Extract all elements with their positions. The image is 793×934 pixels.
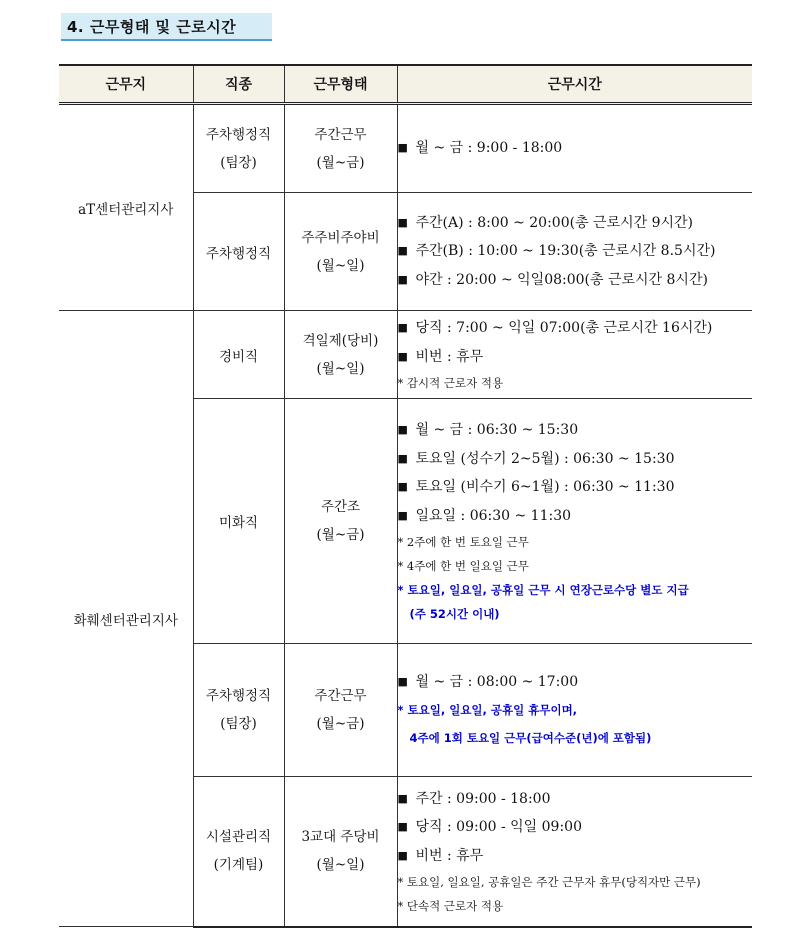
bullet-icon: ■: [397, 349, 408, 363]
bullet-icon: ■: [397, 141, 408, 155]
header-work-type: 근무형태: [284, 65, 397, 104]
header-location: 근무지: [59, 65, 193, 104]
work-type-name: 3교대 주당비: [301, 829, 380, 846]
header-work-hours: 근무시간: [397, 65, 752, 104]
hours-line: ■ 비번 : 휴무: [398, 343, 753, 372]
table-row: [59, 104, 752, 193]
bullet-icon: ■: [397, 508, 408, 522]
work-type-days: (월~금): [316, 527, 365, 543]
job-cell: [193, 104, 284, 193]
work-hours-cell: [397, 777, 752, 927]
work-type-name: 격일제(당비): [302, 332, 379, 349]
job-cell: [193, 644, 284, 777]
bullet-icon: ■: [397, 674, 408, 688]
work-type-cell: [284, 193, 397, 311]
work-hours-cell: [397, 311, 752, 399]
job-cell: [193, 777, 284, 927]
note-line: * 토요일, 일요일, 공휴일은 주간 근무자 휴무(당직자만 근무): [397, 875, 701, 889]
job-role: (팀장): [220, 154, 257, 171]
work-schedule-table: [59, 64, 752, 928]
hours-line: ■ 당직 : 7:00 ~ 익일 07:00(총 근로시간 16시간): [398, 314, 753, 343]
location-flower-center: 화훼센터관리지사: [59, 311, 193, 927]
hours-line: ■ 월 ~ 금 : 08:00 ~ 17:00: [398, 668, 753, 697]
bullet-icon: ■: [397, 848, 408, 862]
work-type-name: 주간근무: [314, 688, 367, 704]
bullet-icon: ■: [397, 272, 408, 286]
hours-line: ■ 월 ~ 금 : 9:00 - 18:00: [398, 134, 753, 163]
bullet-icon: ■: [397, 215, 408, 229]
hours-line: ■ 주간(A) : 8:00 ~ 20:00(총 근로시간 9시간): [398, 209, 753, 238]
bullet-icon: ■: [397, 423, 408, 436]
hours-line: ■ 주간(B) : 10:00 ~ 19:30(총 근로시간 8.5시간): [398, 237, 753, 266]
bullet-icon: ■: [397, 480, 408, 493]
job-name: 시설관리직: [205, 829, 272, 846]
note-line: * 단속적 근로자 적용: [397, 899, 504, 913]
hours-line: ■ 토요일 (성수기 2~5월) : 06:30 ~ 15:30: [398, 445, 753, 474]
bullet-icon: ■: [397, 451, 408, 465]
job-name: 경비직: [218, 348, 259, 365]
work-hours-cell: [397, 193, 752, 311]
bullet-icon: ■: [397, 820, 408, 833]
hours-line: ■ 당직 : 09:00 - 익일 09:00: [398, 813, 753, 842]
work-type-cell: [284, 104, 397, 193]
hours-line: ■ 일요일 : 06:30 ~ 11:30: [398, 502, 753, 531]
job-cell: [193, 193, 284, 311]
work-type-name: 주간조: [320, 499, 361, 515]
work-hours-cell: [397, 104, 752, 193]
hours-line: ■ 주간 : 09:00 - 18:00: [398, 785, 753, 814]
work-type-cell: [284, 644, 397, 777]
job-cell: [193, 311, 284, 399]
work-hours-cell: [397, 644, 752, 777]
table-header-row: [59, 65, 752, 104]
highlight-note: 4주에 1회 토요일 근무(급여수준(년)에 포함됨): [409, 731, 652, 746]
note-line: * 2주에 한 번 토요일 근무: [397, 535, 529, 549]
hours-line: ■ 비번 : 휴무: [398, 842, 753, 871]
section-title: 4. 근무형태 및 근로시간: [61, 13, 272, 41]
work-type-days: (월~일): [316, 360, 365, 377]
job-role: (기계팀): [213, 857, 264, 874]
highlight-note: * 토요일, 일요일, 공휴일 휴무이며,: [397, 703, 578, 718]
job-name: 주차행정직: [205, 126, 272, 143]
note-line: * 감시적 근로자 적용: [397, 376, 504, 390]
bullet-icon: ■: [397, 791, 408, 805]
job-name: 주차행정직: [205, 245, 272, 262]
location-at-center: aT센터관리지사: [59, 104, 193, 311]
work-type-days: (월~일): [316, 257, 365, 274]
highlight-note: (주 52시간 이내): [409, 607, 500, 621]
job-name: 주차행정직: [205, 688, 272, 704]
hours-line: ■ 토요일 (비수기 6~1월) : 06:30 ~ 11:30: [398, 473, 753, 502]
highlight-note: * 토요일, 일요일, 공휴일 근무 시 연장근로수당 별도 지급: [397, 583, 689, 597]
job-name: 미화직: [218, 515, 259, 531]
work-type-cell: [284, 311, 397, 399]
work-type-cell: [284, 777, 397, 927]
hours-line: ■ 야간 : 20:00 ~ 익일08:00(총 근로시간 8시간): [398, 266, 753, 295]
work-type-days: (월~일): [316, 857, 365, 874]
hours-line: ■ 월 ~ 금 : 06:30 ~ 15:30: [398, 416, 753, 445]
bullet-icon: ■: [397, 244, 408, 258]
work-hours-cell: [397, 399, 752, 644]
note-line: * 4주에 한 번 일요일 근무: [397, 559, 529, 573]
work-type-name: 주주비주야비: [301, 229, 380, 246]
job-cell: [193, 399, 284, 644]
bullet-icon: ■: [397, 321, 408, 334]
work-type-cell: [284, 399, 397, 644]
work-type-days: (월~금): [316, 716, 365, 732]
table-row: [59, 311, 752, 399]
work-type-name: 주간근무: [314, 126, 367, 143]
work-type-days: (월~금): [316, 154, 365, 171]
job-role: (팀장): [220, 716, 257, 732]
header-job: 직종: [193, 65, 284, 104]
